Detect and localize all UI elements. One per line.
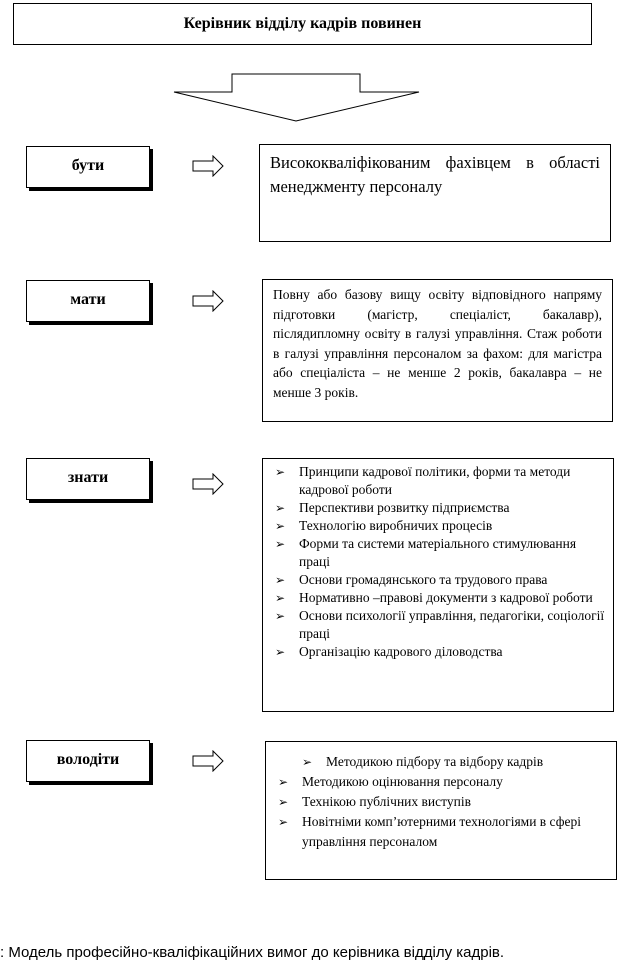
list-item: ➢ Організацію кадрового діловодства	[275, 644, 503, 659]
down-arrow-icon	[172, 73, 422, 123]
list-item: ➢ Методикою підбору та відбору кадрів	[300, 752, 608, 772]
right-arrow-icon	[192, 155, 224, 177]
checkmark-arrow-icon: ➢	[275, 645, 286, 659]
verb-box-maty: мати	[26, 280, 150, 322]
checkmark-arrow-icon: ➢	[275, 609, 286, 623]
list-item: ➢ Принципи кадрової політики, форми та методи кадрової роботи	[275, 464, 571, 497]
list-item: ➢ Перспективи розвитку підприємства	[275, 500, 510, 515]
content-box-maty: Повну або базову вищу освіту відповідного напряму підготовки (магістр, спеціаліст, бакалавр), післядипломну освіту в галузі управління. Стаж роботи в галузі управління персоналом за фахом: для магістра або спеціаліста – не менше 2 років, бакалавра – не менше 3 років.	[262, 279, 613, 422]
list-item: ➢ Форми та системи матеріального стимулювання праці	[275, 536, 577, 569]
content-box-buty: Висококваліфікованим фахівцем в області менеджменту персоналу	[259, 144, 611, 242]
list-item: ➢ Нормативно –правові документи з кадрової роботи	[275, 590, 593, 605]
verb-box-volodity: володіти	[26, 740, 150, 782]
knowledge-list	[263, 459, 613, 661]
diagram-title: Керівник відділу кадрів повинен	[13, 3, 592, 45]
checkmark-arrow-icon: ➢	[278, 795, 289, 809]
checkmark-arrow-icon: ➢	[275, 501, 286, 515]
list-item: ➢ Основи громадянського та трудового права	[275, 572, 548, 587]
skills-list	[266, 742, 616, 852]
content-box-znaty	[262, 458, 614, 712]
checkmark-arrow-icon: ➢	[278, 815, 289, 829]
list-item: ➢ Технікою публічних виступів	[276, 792, 608, 812]
checkmark-arrow-icon: ➢	[275, 537, 286, 551]
figure-caption: : Модель професійно-кваліфікаційних вимог до керівника відділу кадрів.	[0, 944, 505, 961]
list-item: ➢ Основи психології управління, педагогіки, соціології праці	[275, 608, 605, 641]
checkmark-arrow-icon: ➢	[275, 519, 286, 533]
verb-box-buty: бути	[26, 146, 150, 188]
list-item: ➢ Новітніми комп’ютерними технологіями в сфері управління персоналом	[278, 814, 581, 849]
right-arrow-icon	[192, 290, 224, 312]
content-box-volodity	[265, 741, 617, 880]
checkmark-arrow-icon: ➢	[275, 591, 286, 605]
list-item: ➢ Методикою оцінювання персоналу	[276, 772, 608, 792]
right-arrow-icon	[192, 473, 224, 495]
checkmark-arrow-icon: ➢	[275, 573, 286, 587]
verb-box-znaty: знати	[26, 458, 150, 500]
list-item: ➢ Технологію виробничих процесів	[275, 518, 493, 533]
checkmark-arrow-icon: ➢	[302, 755, 313, 769]
checkmark-arrow-icon: ➢	[275, 465, 286, 479]
right-arrow-icon	[192, 750, 224, 772]
checkmark-arrow-icon: ➢	[278, 775, 289, 789]
